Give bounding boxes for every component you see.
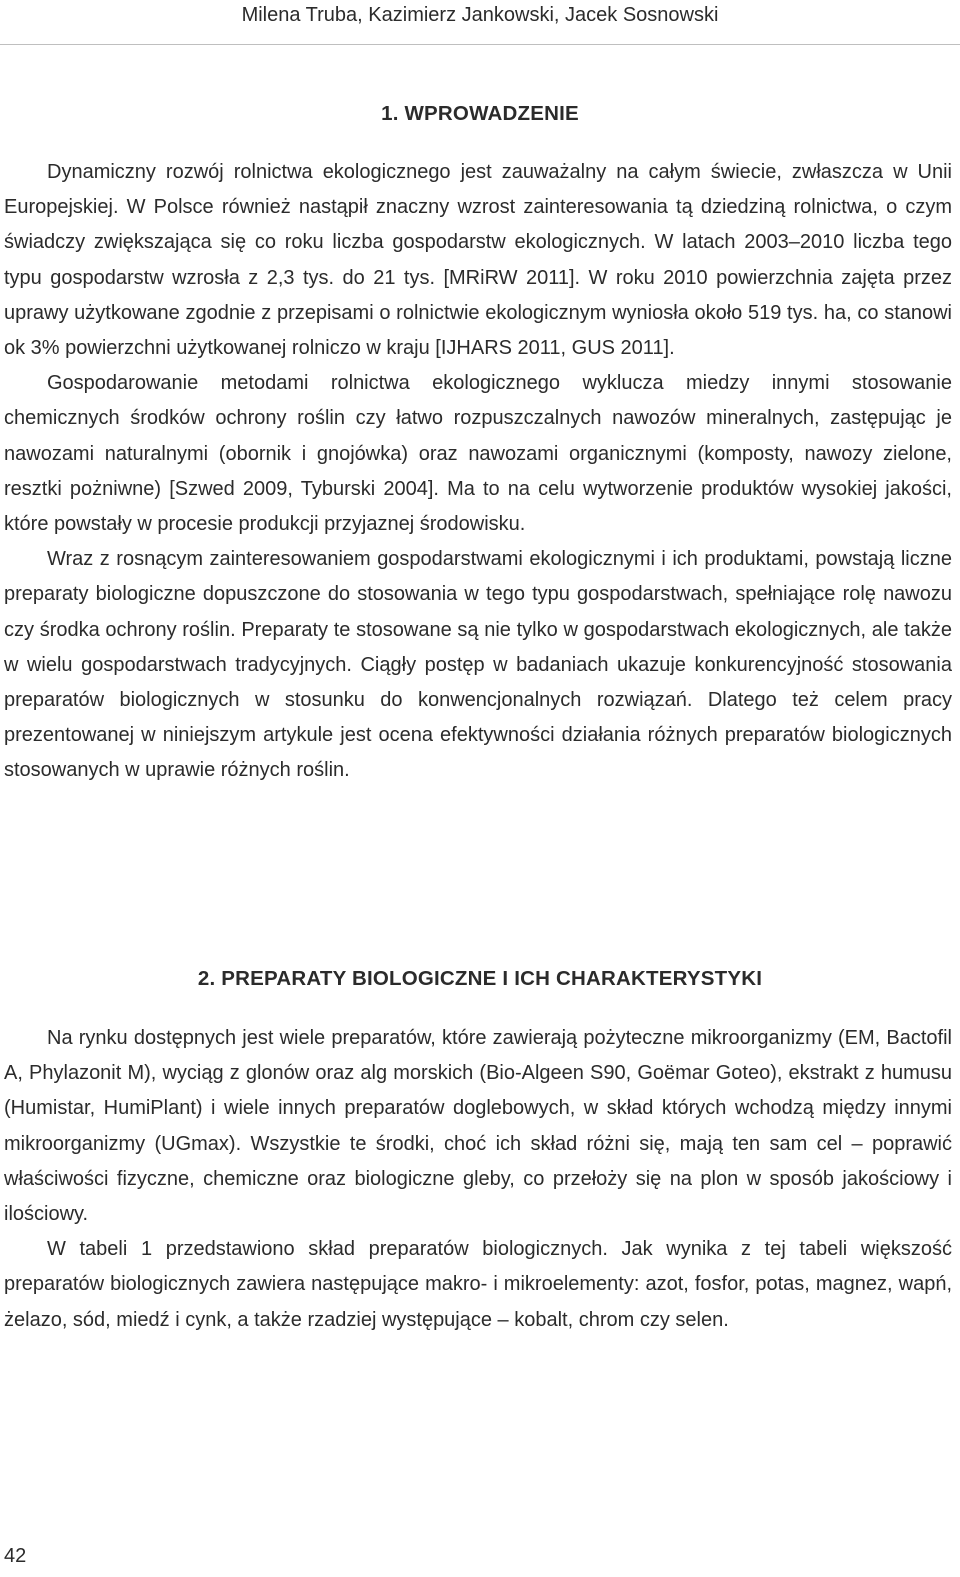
section-heading-biological-preparations: 2. PREPARATY BIOLOGICZNE I ICH CHARAKTERYSTYKI: [197, 967, 763, 990]
page-number: 42: [4, 1545, 27, 1567]
section-body-biological-preparations: [4, 1021, 952, 1338]
section-heading-introduction: 1. WPROWADZENIE: [381, 102, 579, 125]
paragraph: Dynamiczny rozwój rolnictwa ekologicznego jest zauważalny na całym świecie, zwłaszcza w Unii Europejskiej. W Polsce również nastąpił znaczny wzrost zainteresowania tą dziedziną rolnictwa, o czym świadczy zwiększająca się co roku liczba gospodarstw ekologicznych. W latach 2003–2010 liczba tego typu gospodarstw wzrosła z 2,3 tys. do 21 tys. [MRiRW 2011]. W roku 2010 powierzchnia zajęta przez uprawy użytkowane zgodnie z przepisami o rolnictwie ekologicznym wyniosła około 519 tys. ha, co stanowi ok 3% powierzchni użytkowanej rolniczo w kraju [IJHARS 2011, GUS 2011].: [4, 161, 952, 360]
paragraph: W tabeli 1 przedstawiono skład preparatów biologicznych. Jak wynika z tej tabeli większość preparatów biologicznych zawiera następujące makro- i mikroelementy: azot, fosfor, potas, magnez, wapń, żelazo, sód, miedź i cynk, a także rzadziej występujące – kobalt, chrom czy selen.: [4, 1238, 952, 1331]
running-header-authors: Milena Truba, Kazimierz Jankowski, Jacek Sosnowski: [241, 4, 719, 26]
paragraph: Gospodarowanie metodami rolnictwa ekologicznego wyklucza miedzy innymi stosowanie chemicznych środków ochrony roślin czy łatwo rozpuszczalnych nawozów mineralnych, zastępując je nawozami naturalnymi (obornik i gnojówka) oraz nawozami organicznymi (komposty, nawozy zielone, resztki pożniwne) [Szwed 2009, Tyburski 2004]. Ma to na celu wytworzenie produktów wysokiej jakości, które powstały w procesie produkcji przyjaznej środowisku.: [4, 372, 952, 536]
paragraph: Na rynku dostępnych jest wiele preparatów, które zawierają pożyteczne mikroorganizmy (EM, Bactofil A, Phylazonit M), wyciąg z glonów oraz alg morskich (Bio-Algeen S90, Goëmar Goteo), ekstrakt z humusu (Humistar, HumiPlant) i wiele innych preparatów doglebowych, w skład których wchodzą między innymi mikroorganizmy (UGmax). Wszystkie te środki, choć ich skład różni się, mają ten sam cel – poprawić właściwości fizyczne, chemiczne oraz biologiczne gleby, co przełoży się na plon w sposób jakościowy i ilościowy.: [4, 1027, 952, 1226]
section-body-introduction: [4, 155, 952, 789]
header-divider: [0, 44, 960, 45]
paragraph: Wraz z rosnącym zainteresowaniem gospodarstwami ekologicznymi i ich produktami, powstają liczne preparaty biologiczne dopuszczone do stosowania w tego typu gospodarstwach, spełniające rolę nawozu czy środka ochrony roślin. Preparaty te stosowane są nie tylko w gospodarstwach ekologicznych, ale także w wielu gospodarstwach tradycyjnych. Ciągły postęp w badaniach ukazuje konkurencyjność stosowania preparatów biologicznych w stosunku do konwencjonalnych rozwiązań. Dlatego też celem pracy prezentowanej w niniejszym artykule jest ocena efektywności działania różnych preparatów biologicznych stosowanych w uprawie różnych roślin.: [4, 548, 952, 782]
